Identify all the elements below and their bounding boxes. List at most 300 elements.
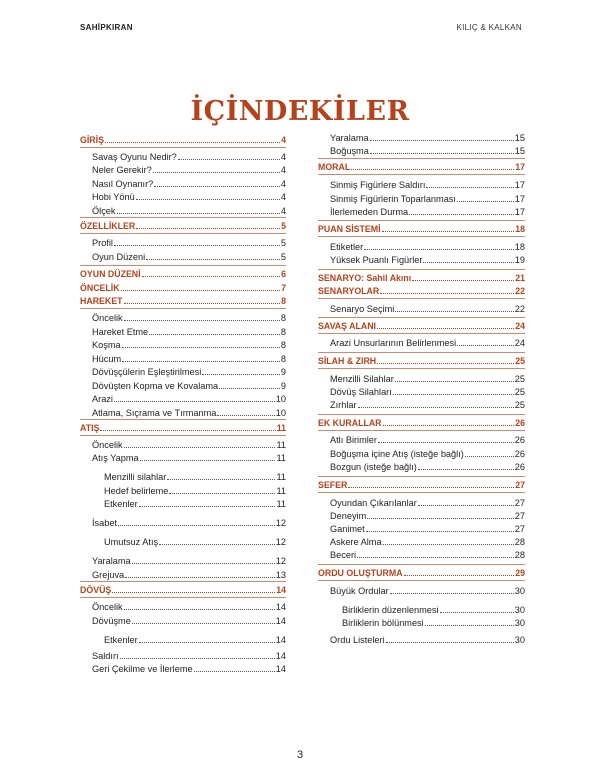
toc-entry-label: Ölçek bbox=[92, 206, 116, 216]
dot-leader bbox=[395, 311, 513, 312]
toc-entry-label: DÖVÜŞ bbox=[80, 585, 112, 595]
toc-entry-label: Atlı Birimler bbox=[330, 435, 377, 445]
section-divider bbox=[318, 158, 525, 159]
running-header-right: KILIÇ & KALKAN bbox=[456, 23, 522, 32]
toc-entry-label: Nasıl Oynanır? bbox=[92, 179, 154, 189]
dot-leader bbox=[423, 262, 513, 263]
toc-entry-label: Arazi Unsurlarının Belirlenmesi bbox=[330, 338, 457, 348]
dot-leader bbox=[219, 388, 280, 389]
toc-entry-page: 14 bbox=[275, 664, 286, 674]
toc-entry-page: 4 bbox=[280, 152, 286, 162]
toc-entry-page: 24 bbox=[515, 321, 525, 331]
section-underline bbox=[80, 597, 286, 598]
section-underline bbox=[318, 298, 525, 299]
toc-entry-page: 4 bbox=[280, 179, 286, 189]
toc-section-entry[interactable] bbox=[80, 423, 286, 434]
dot-leader bbox=[409, 214, 514, 215]
toc-entry-page: 28 bbox=[514, 537, 525, 547]
toc-entry[interactable] bbox=[342, 605, 525, 616]
dot-leader bbox=[136, 199, 280, 200]
dot-leader bbox=[358, 407, 514, 408]
toc-entry-label: Umutsuz Atış bbox=[104, 537, 159, 547]
dot-leader bbox=[159, 544, 275, 545]
section-divider bbox=[318, 352, 525, 353]
toc-entry-page: 22 bbox=[515, 286, 525, 296]
section-divider bbox=[318, 220, 525, 221]
toc-entry[interactable] bbox=[330, 498, 525, 509]
toc-entry-page: 13 bbox=[275, 570, 286, 580]
toc-entry-page: 29 bbox=[515, 568, 525, 578]
toc-entry-page: 27 bbox=[514, 511, 525, 521]
toc-entry-page: 14 bbox=[275, 616, 286, 626]
toc-entry-label: Askere Alma bbox=[330, 537, 382, 547]
toc-entry[interactable] bbox=[330, 550, 525, 561]
dot-leader bbox=[114, 401, 275, 402]
toc-section-entry[interactable] bbox=[318, 568, 525, 579]
dot-leader bbox=[120, 658, 275, 659]
toc-entry-page: 30 bbox=[514, 618, 525, 628]
section-underline bbox=[318, 174, 525, 175]
toc-entry-label: Beceri bbox=[330, 550, 357, 560]
toc-entry-label: Dövüşme bbox=[92, 616, 131, 626]
toc-entry-label: EK KURALLAR bbox=[318, 418, 382, 428]
toc-entry-page: 26 bbox=[514, 462, 525, 472]
toc-entry-label: Birliklerin bölünmesi bbox=[342, 618, 424, 628]
toc-entry[interactable] bbox=[92, 152, 286, 163]
toc-entry-page: 8 bbox=[281, 296, 286, 306]
section-underline bbox=[318, 236, 525, 237]
toc-entry-page: 26 bbox=[515, 418, 525, 428]
toc-entry[interactable] bbox=[330, 524, 525, 535]
toc-entry[interactable] bbox=[342, 618, 525, 629]
toc-entry[interactable] bbox=[330, 194, 525, 205]
dot-leader bbox=[136, 228, 280, 229]
toc-entry[interactable] bbox=[92, 313, 286, 324]
toc-entry-page: 14 bbox=[275, 635, 286, 645]
toc-entry-page: 4 bbox=[280, 192, 286, 202]
toc-entry[interactable] bbox=[92, 238, 286, 249]
toc-entry-label: Neler Gerekir? bbox=[92, 165, 152, 175]
toc-entry[interactable] bbox=[92, 408, 286, 419]
toc-entry-page: 25 bbox=[515, 356, 525, 366]
dot-leader bbox=[124, 303, 281, 304]
toc-entry-page: 14 bbox=[275, 651, 286, 661]
toc-entry-label: Yaralama bbox=[330, 133, 369, 143]
toc-entry-page: 26 bbox=[514, 435, 525, 445]
toc-section-entry[interactable] bbox=[80, 283, 286, 294]
dot-leader bbox=[457, 345, 514, 346]
dot-leader bbox=[351, 169, 514, 170]
dot-leader bbox=[118, 525, 275, 526]
section-divider bbox=[318, 564, 525, 565]
toc-entry-page: 25 bbox=[514, 374, 525, 384]
toc-entry-label: PUAN SİSTEMİ bbox=[318, 224, 381, 234]
toc-entry-page: 7 bbox=[281, 283, 286, 293]
toc-entry[interactable] bbox=[330, 207, 525, 218]
toc-entry-label: ORDU OLUŞTURMA bbox=[318, 568, 403, 578]
dot-leader bbox=[383, 544, 514, 545]
dot-leader bbox=[383, 425, 515, 426]
dot-leader bbox=[465, 456, 514, 457]
dot-leader bbox=[348, 487, 514, 488]
toc-entry-label: Boğuşma bbox=[330, 146, 369, 156]
toc-entry[interactable] bbox=[92, 651, 286, 662]
toc-section-entry[interactable] bbox=[318, 286, 525, 297]
toc-section-entry[interactable] bbox=[80, 221, 286, 232]
toc-entry-page: 8 bbox=[280, 340, 286, 350]
toc-entry[interactable] bbox=[330, 242, 525, 253]
section-underline bbox=[318, 333, 525, 334]
section-underline bbox=[318, 430, 525, 431]
toc-entry-label: ÖNCELİK bbox=[80, 283, 120, 293]
section-underline bbox=[80, 233, 286, 234]
dot-leader bbox=[380, 293, 514, 294]
toc-entry-page: 21 bbox=[515, 273, 525, 283]
toc-entry[interactable] bbox=[92, 192, 286, 203]
toc-entry[interactable] bbox=[104, 537, 286, 548]
section-divider bbox=[80, 265, 286, 266]
toc-entry[interactable] bbox=[92, 367, 286, 378]
toc-entry[interactable] bbox=[330, 387, 525, 398]
toc-entry-page: 11 bbox=[276, 453, 286, 463]
dot-leader bbox=[132, 563, 275, 564]
toc-entry-page: 4 bbox=[281, 135, 286, 145]
toc-entry-page: 22 bbox=[514, 304, 525, 314]
toc-section-entry[interactable] bbox=[80, 269, 286, 280]
dot-leader bbox=[154, 186, 280, 187]
toc-entry-label: Yüksek Puanlı Figürler bbox=[330, 255, 423, 265]
toc-entry-page: 19 bbox=[514, 255, 525, 265]
toc-entry-page: 10 bbox=[275, 408, 286, 418]
toc-entry[interactable] bbox=[330, 586, 525, 597]
toc-entry-page: 14 bbox=[275, 602, 286, 612]
toc-entry-page: 18 bbox=[515, 224, 525, 234]
toc-entry-page: 17 bbox=[514, 207, 525, 217]
section-underline bbox=[80, 308, 286, 309]
dot-leader bbox=[386, 642, 514, 643]
page-number: 3 bbox=[296, 749, 304, 761]
toc-entry-page: 18 bbox=[514, 242, 525, 252]
section-divider bbox=[318, 269, 525, 270]
toc-entry-page: 25 bbox=[514, 400, 525, 410]
dot-leader bbox=[194, 671, 275, 672]
section-divider bbox=[80, 419, 286, 420]
toc-entry[interactable] bbox=[330, 374, 525, 385]
toc-entry-label: Profil bbox=[92, 238, 113, 248]
toc-entry[interactable] bbox=[92, 340, 286, 351]
toc-entry-label: MORAL bbox=[318, 162, 351, 172]
dot-leader bbox=[202, 374, 280, 375]
toc-entry-label: Sinmiş Figürlere Saldırı bbox=[330, 180, 426, 190]
dot-leader bbox=[378, 442, 514, 443]
toc-entry-page: 27 bbox=[515, 480, 525, 490]
dot-leader bbox=[132, 623, 275, 624]
section-divider bbox=[80, 217, 286, 218]
toc-entry[interactable] bbox=[330, 304, 525, 315]
section-divider bbox=[318, 414, 525, 415]
toc-entry[interactable] bbox=[330, 133, 525, 144]
section-divider bbox=[318, 317, 525, 318]
toc-entry-page: 17 bbox=[514, 180, 525, 190]
toc-entry-label: Boğuşma içine Atış (isteğe bağlı) bbox=[330, 449, 464, 459]
toc-entry-label: Ganimet bbox=[330, 524, 365, 534]
toc-entry[interactable] bbox=[104, 499, 286, 510]
toc-entry-label: GİRİŞ bbox=[80, 135, 104, 145]
toc-entry-page: 30 bbox=[514, 635, 525, 645]
dot-leader bbox=[105, 142, 280, 143]
section-divider bbox=[80, 581, 286, 582]
toc-entry[interactable] bbox=[330, 400, 525, 411]
toc-entry-label: Hücum bbox=[92, 354, 122, 364]
section-underline bbox=[80, 435, 286, 436]
toc-entry-label: OYUN DÜZENİ bbox=[80, 269, 141, 279]
section-underline bbox=[318, 492, 525, 493]
toc-entry-label: Öncelik bbox=[92, 602, 123, 612]
toc-entry-page: 6 bbox=[281, 269, 286, 279]
toc-entry[interactable] bbox=[92, 381, 286, 392]
dot-leader bbox=[125, 577, 275, 578]
toc-entry-label: Zırhlar bbox=[330, 400, 357, 410]
section-underline bbox=[80, 147, 286, 148]
toc-entry-label: Yaralama bbox=[92, 556, 131, 566]
toc-entry-page: 28 bbox=[514, 550, 525, 560]
dot-leader bbox=[390, 593, 514, 594]
toc-entry-label: SAVAŞ ALANI bbox=[318, 321, 376, 331]
toc-entry[interactable] bbox=[92, 664, 286, 675]
toc-entry-label: Saldırı bbox=[92, 651, 119, 661]
section-divider bbox=[318, 476, 525, 477]
dot-leader bbox=[440, 612, 514, 613]
toc-entry[interactable] bbox=[104, 635, 286, 646]
toc-entry-label: Etkenler bbox=[104, 499, 138, 509]
dot-leader bbox=[426, 187, 513, 188]
toc-entry-page: 11 bbox=[276, 423, 286, 433]
toc-entry-label: SENARYO: Sahil Akını bbox=[318, 273, 412, 283]
dot-leader bbox=[114, 245, 280, 246]
toc-entry-label: Dövüşten Kopma ve Kovalama bbox=[92, 381, 219, 391]
dot-leader bbox=[122, 361, 280, 362]
toc-entry-label: İlerlemeden Durma bbox=[330, 207, 409, 217]
dot-leader bbox=[149, 334, 280, 335]
dot-leader bbox=[425, 625, 514, 626]
toc-entry-label: Etiketler bbox=[330, 242, 364, 252]
toc-entry-label: Hareket Etme bbox=[92, 327, 149, 337]
toc-entry-label: Öncelik bbox=[92, 313, 123, 323]
toc-entry-page: 27 bbox=[514, 524, 525, 534]
toc-entry[interactable] bbox=[92, 327, 286, 338]
toc-entry[interactable] bbox=[92, 179, 286, 190]
toc-entry-label: ATIŞ bbox=[80, 423, 100, 433]
toc-entry-label: Atış Yapma bbox=[92, 453, 139, 463]
dot-leader bbox=[142, 276, 280, 277]
dot-leader bbox=[121, 290, 281, 291]
toc-entry-label: Sinmiş Figürlerin Toparlanması bbox=[330, 194, 456, 204]
dot-leader bbox=[153, 172, 280, 173]
dot-leader bbox=[370, 140, 514, 141]
toc-entry-label: SEFER bbox=[318, 480, 348, 490]
toc-entry[interactable] bbox=[330, 255, 525, 266]
section-underline bbox=[318, 580, 525, 581]
page-title: İÇİNDEKİLER bbox=[190, 96, 410, 127]
toc-entry-label: Oyun Düzeni bbox=[92, 252, 146, 262]
toc-entry-page: 25 bbox=[514, 387, 525, 397]
dot-leader bbox=[418, 505, 514, 506]
toc-entry-label: Dövüş Silahları bbox=[330, 387, 392, 397]
dot-leader bbox=[124, 320, 280, 321]
dot-leader bbox=[112, 592, 275, 593]
dot-leader bbox=[412, 280, 514, 281]
toc-entry-label: Savaş Oyunu Nedir? bbox=[92, 152, 177, 162]
toc-entry[interactable] bbox=[92, 453, 286, 464]
dot-leader bbox=[377, 328, 514, 329]
toc-entry-page: 12 bbox=[275, 537, 286, 547]
toc-section-entry[interactable] bbox=[318, 356, 525, 367]
toc-section-entry[interactable] bbox=[80, 135, 286, 146]
toc-section-entry[interactable] bbox=[318, 224, 525, 235]
toc-entry-page: 24 bbox=[514, 338, 525, 348]
toc-entry[interactable] bbox=[330, 462, 525, 473]
dot-leader bbox=[367, 518, 514, 519]
toc-entry-label: Öncelik bbox=[92, 440, 123, 450]
toc-entry[interactable] bbox=[92, 602, 286, 613]
toc-entry-page: 8 bbox=[280, 313, 286, 323]
dot-leader bbox=[364, 249, 514, 250]
dot-leader bbox=[117, 213, 280, 214]
toc-entry[interactable] bbox=[330, 635, 525, 646]
toc-entry[interactable] bbox=[92, 394, 286, 405]
dot-leader bbox=[418, 469, 514, 470]
dot-leader bbox=[178, 159, 280, 160]
toc-entry-page: 11 bbox=[276, 472, 286, 482]
toc-entry[interactable] bbox=[92, 616, 286, 627]
dot-leader bbox=[357, 557, 514, 558]
toc-entry-page: 10 bbox=[275, 394, 286, 404]
toc-section-entry[interactable] bbox=[318, 418, 525, 429]
toc-entry-label: Bozgun (isteğe bağlı) bbox=[330, 462, 417, 472]
dot-leader bbox=[395, 381, 514, 382]
toc-entry[interactable] bbox=[104, 486, 286, 497]
toc-entry-label: Koşma bbox=[92, 340, 121, 350]
toc-entry-page: 4 bbox=[280, 206, 286, 216]
toc-entry-page: 11 bbox=[276, 499, 286, 509]
toc-entry-page: 30 bbox=[514, 586, 525, 596]
toc-section-entry[interactable] bbox=[318, 162, 525, 173]
dot-leader bbox=[370, 153, 514, 154]
toc-section-entry[interactable] bbox=[318, 321, 525, 332]
toc-entry-page: 27 bbox=[514, 498, 525, 508]
dot-leader bbox=[139, 642, 275, 643]
dot-leader bbox=[457, 201, 514, 202]
toc-entry[interactable] bbox=[92, 556, 286, 567]
toc-entry-page: 12 bbox=[275, 518, 286, 528]
toc-entry-label: Etkenler bbox=[104, 635, 138, 645]
dot-leader bbox=[169, 493, 275, 494]
toc-entry-label: Birliklerin düzenlenmesi bbox=[342, 605, 439, 615]
toc-entry-page: 11 bbox=[276, 486, 286, 496]
toc-entry-page: 9 bbox=[280, 367, 286, 377]
dot-leader bbox=[217, 415, 274, 416]
toc-section-entry[interactable] bbox=[80, 585, 286, 596]
toc-entry[interactable] bbox=[92, 570, 286, 581]
toc-entry-page: 8 bbox=[280, 354, 286, 364]
toc-entry-label: Menzilli Silahlar bbox=[330, 374, 394, 384]
toc-entry[interactable] bbox=[92, 165, 286, 176]
toc-entry-page: 9 bbox=[280, 381, 286, 391]
toc-entry-label: SİLAH & ZIRH bbox=[318, 356, 377, 366]
toc-section-entry[interactable] bbox=[318, 480, 525, 491]
toc-entry[interactable] bbox=[330, 511, 525, 522]
toc-entry[interactable] bbox=[92, 440, 286, 451]
toc-entry[interactable] bbox=[92, 518, 286, 529]
dot-leader bbox=[366, 531, 514, 532]
toc-entry[interactable] bbox=[92, 252, 286, 263]
dot-leader bbox=[404, 575, 515, 576]
toc-entry-page: 15 bbox=[514, 133, 525, 143]
dot-leader bbox=[122, 347, 280, 348]
dot-leader bbox=[139, 506, 276, 507]
toc-entry[interactable] bbox=[330, 435, 525, 446]
toc-entry-label: Atlama, Sıçrama ve Tırmanma bbox=[92, 408, 217, 418]
dot-leader bbox=[382, 231, 515, 232]
toc-entry-label: Dövüşçülerin Eşleştirilmesi bbox=[92, 367, 202, 377]
toc-entry-label: Menzilli silahlar bbox=[104, 472, 167, 482]
toc-entry[interactable] bbox=[330, 537, 525, 548]
toc-entry-label: Deneyim bbox=[330, 511, 367, 521]
toc-entry[interactable] bbox=[104, 472, 286, 483]
toc-entry[interactable] bbox=[330, 338, 525, 349]
toc-entry-label: İsabet bbox=[92, 518, 118, 528]
toc-entry-label: Hobi Yönü bbox=[92, 192, 135, 202]
toc-entry[interactable] bbox=[92, 354, 286, 365]
running-header-left: SAHİPKIRAN bbox=[80, 23, 133, 32]
dot-leader bbox=[100, 430, 275, 431]
toc-entry-label: HAREKET bbox=[80, 296, 123, 306]
section-underline bbox=[318, 368, 525, 369]
toc-entry-page: 15 bbox=[514, 146, 525, 156]
toc-entry[interactable] bbox=[330, 180, 525, 191]
toc-section-entry[interactable] bbox=[318, 273, 525, 284]
toc-entry-label: Grejuva bbox=[92, 570, 125, 580]
dot-leader bbox=[124, 609, 275, 610]
toc-entry-page: 30 bbox=[514, 605, 525, 615]
toc-entry-label: Büyük Ordular bbox=[330, 586, 389, 596]
toc-entry[interactable] bbox=[92, 206, 286, 217]
dot-leader bbox=[124, 447, 276, 448]
toc-entry-page: 4 bbox=[280, 165, 286, 175]
toc-entry-page: 8 bbox=[280, 327, 286, 337]
dot-leader bbox=[140, 460, 276, 461]
dot-leader bbox=[146, 259, 280, 260]
toc-entry-page: 11 bbox=[276, 440, 286, 450]
toc-section-entry[interactable] bbox=[80, 296, 286, 307]
toc-entry-page: 5 bbox=[280, 252, 286, 262]
toc-entry-label: ÖZELLİKLER bbox=[80, 221, 136, 231]
toc-entry-label: Oyundan Çıkarılanlar bbox=[330, 498, 417, 508]
toc-entry[interactable] bbox=[330, 146, 525, 157]
toc-entry-page: 14 bbox=[276, 585, 286, 595]
dot-leader bbox=[167, 479, 275, 480]
toc-entry-page: 17 bbox=[514, 194, 525, 204]
toc-entry-page: 5 bbox=[281, 221, 286, 231]
dot-leader bbox=[377, 363, 514, 364]
toc-entry-page: 5 bbox=[280, 238, 286, 248]
toc-entry-label: Senaryo Seçimi bbox=[330, 304, 395, 314]
toc-entry-label: Hedef belirleme bbox=[104, 486, 169, 496]
toc-entry-label: Arazi bbox=[92, 394, 113, 404]
toc-entry-label: SENARYOLAR bbox=[318, 286, 380, 296]
toc-entry[interactable] bbox=[330, 449, 525, 460]
toc-entry-page: 17 bbox=[515, 162, 525, 172]
